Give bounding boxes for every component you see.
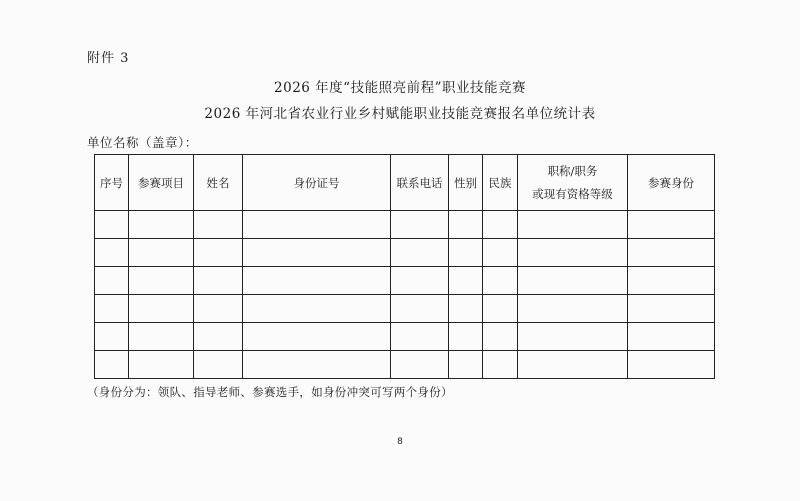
table-cell: [449, 295, 483, 323]
table-cell: [449, 239, 483, 267]
table-cell: [194, 211, 243, 239]
table-cell: [194, 295, 243, 323]
table-row: [95, 239, 715, 267]
table-cell: [518, 323, 628, 351]
table-row: [95, 211, 715, 239]
table-cell: [391, 351, 449, 379]
table-cell: [628, 295, 715, 323]
header-title-line1: 职称/职务: [547, 163, 598, 178]
registration-table: [94, 154, 715, 379]
title-line-2: 2026 年河北省农业行业乡村赋能职业技能竞赛报名单位统计表: [204, 106, 596, 122]
header-title-line2: 或现有资格等级: [532, 186, 613, 201]
table-cell: [391, 267, 449, 295]
table-cell: [628, 239, 715, 267]
header-name: 姓名: [194, 155, 243, 211]
title-line-1: 2026 年度“技能照亮前程”职业技能竞赛: [274, 80, 526, 96]
table-cell: [194, 351, 243, 379]
header-identity: 参赛身份: [628, 155, 715, 211]
table-cell: [129, 351, 194, 379]
table-cell: [129, 239, 194, 267]
table-cell: [449, 211, 483, 239]
table-cell: [391, 211, 449, 239]
table-cell: [95, 211, 129, 239]
header-project: 参赛项目: [129, 155, 194, 211]
table-cell: [129, 267, 194, 295]
table-cell: [449, 323, 483, 351]
table-cell: [518, 351, 628, 379]
table-cell: [483, 323, 518, 351]
header-id-number: 身份证号: [243, 155, 391, 211]
table-cell: [95, 267, 129, 295]
table-cell: [449, 267, 483, 295]
table-cell: [628, 211, 715, 239]
table-cell: [483, 351, 518, 379]
table-cell: [243, 295, 391, 323]
table-cell: [391, 239, 449, 267]
table-cell: [129, 211, 194, 239]
table-row: [95, 295, 715, 323]
table-cell: [391, 295, 449, 323]
table-row: [95, 267, 715, 295]
table-cell: [518, 267, 628, 295]
header-title: [518, 155, 628, 211]
table-header-row: [95, 155, 715, 211]
table-cell: [391, 323, 449, 351]
table-cell: [518, 211, 628, 239]
header-seq: 序号: [95, 155, 129, 211]
table-cell: [194, 267, 243, 295]
table-cell: [243, 239, 391, 267]
table-cell: [628, 351, 715, 379]
table-cell: [194, 323, 243, 351]
unit-name-label: 单位名称（盖章）：: [87, 135, 198, 150]
table-cell: [483, 267, 518, 295]
table-cell: [243, 267, 391, 295]
table-cell: [129, 323, 194, 351]
table-cell: [95, 239, 129, 267]
table-row: [95, 323, 715, 351]
table-cell: [483, 211, 518, 239]
table-cell: [129, 295, 194, 323]
identity-note: （身份分为：领队、指导老师、参赛选手，如身份冲突可写两个身份）: [87, 385, 453, 399]
table-cell: [483, 295, 518, 323]
table-cell: [243, 211, 391, 239]
table-cell: [243, 323, 391, 351]
table-cell: [628, 267, 715, 295]
header-phone: 联系电话: [391, 155, 449, 211]
table-cell: [95, 295, 129, 323]
table-cell: [483, 239, 518, 267]
table-cell: [449, 351, 483, 379]
header-ethnicity: 民族: [483, 155, 518, 211]
table-cell: [243, 351, 391, 379]
table-cell: [518, 295, 628, 323]
table-row: [95, 351, 715, 379]
attachment-label: 附件 3: [87, 51, 130, 66]
table-cell: [628, 323, 715, 351]
header-gender: 性别: [449, 155, 483, 211]
table-cell: [95, 323, 129, 351]
page-number: 8: [397, 437, 403, 447]
table-cell: [194, 239, 243, 267]
table-cell: [95, 351, 129, 379]
table-cell: [518, 239, 628, 267]
